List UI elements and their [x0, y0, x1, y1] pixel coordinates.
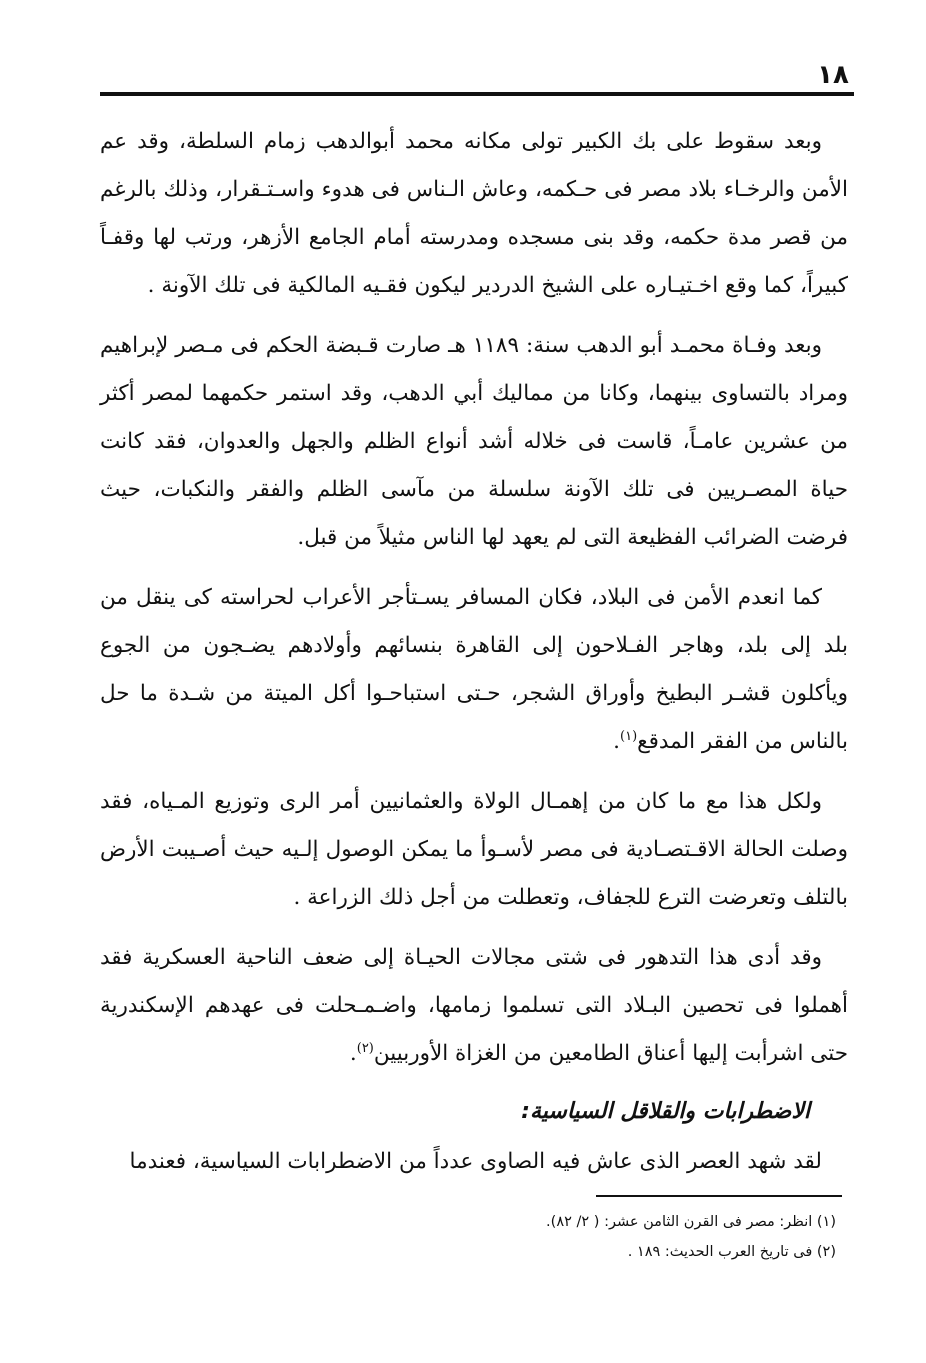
body-text: [100, 118, 848, 1198]
paragraph-5-text: وقد أدى هذا التدهور فى شتى مجالات الحيـاة إلى ضعف الناحية العسكرية فقد أهملوا فى تحصين البـلاد التى تسلموا زمامها، واضـمـحلت فى عهدهم الإسكندرية حتى اشرأبت إليها أعناق الطامعين من الغزاة الأوربيين: [100, 945, 848, 1066]
footnotes: [300, 1207, 836, 1267]
footnote-rule: [596, 1195, 842, 1197]
paragraph-4-text: ولكل هذا مع ما كان من إهمـال الولاة والعثمانيين أمر الرى وتوزيع المـياه، فقد وصلت الحالة الاقـتصـادية فى مصر لأسـوأ ما يمكن الوصول إلـيه حيث أصـيبت الأرض بالتلف وتعرضت الترع للجفاف، وتعطلت من أجل ذلك الزراعة .: [100, 789, 848, 910]
paragraph-2: [100, 322, 848, 562]
page-number: ١٨: [817, 60, 849, 90]
paragraph-1: [100, 118, 848, 310]
footnote-1: (١) انظر: مصر فى القرن الثامن عشر: ( ٢/ ٨٢).: [546, 1214, 836, 1230]
section-first-line: [100, 1138, 848, 1186]
footnote-2: (٢) فى تاريخ العرب الحديث: ١٨٩ .: [627, 1244, 836, 1260]
paragraph-5: [100, 934, 848, 1078]
footnote-ref-1[interactable]: (١): [620, 728, 638, 744]
paragraph-1-text: وبعد سقوط على بك الكبير تولى مكانه محمد أبوالدهب زمام السلطة، وقد عم الأمن والرخـاء بلاد مصر فى حـكمه، وعاش الـناس فى هدوء واسـتـقرار، وذلك بالرغم من قصر مدة حكمه، وقد بنى مسجده ومدرسته أمام الجامع الأزهر، ورتب لها وقفـاً كبيراً، كما وقع اخـتيـاره على الشيخ الدردير ليكون فقـيه المالكية فى تلك الآونة .: [100, 129, 848, 298]
section-first-line-text: لقد شهد العصر الذى عاش فيه الصاوى عدداً من الاضطرابات السياسية، فعندما: [129, 1149, 822, 1174]
paragraph-3-text: كما انعدم الأمن فى البلاد، فكان المسافر يسـتأجر الأعراب لحراسته كى ينقل من بلد إلى بلد، وهاجر الفـلاحون إلى القاهرة بنسائهم وأولادهم يضـجون من الجوع ويأكلون قشـر البطيخ وأوراق الشجر، حـتى استباحـوا أكل الميتة من شـدة ما حل بالناس من الفقر المدقع: [100, 585, 848, 754]
paragraph-4: [100, 778, 848, 922]
paragraph-3: [100, 574, 848, 766]
header-rule: [100, 92, 854, 96]
paragraph-5-period: .: [349, 1041, 357, 1066]
paragraph-3-period: .: [613, 729, 620, 754]
paragraph-2-text: وبعد وفـاة محمـد أبو الدهب سنة: ١١٨٩ هـ صارت قـبضة الحكم فى مـصر لإبراهيم ومراد بالتساوى بينهما، وكانا من مماليك أبي الدهب، وقد استمر حكمهما لمصر أكثر من عشرين عامـاً، قاست فى خلاله أشد أنواع الظلم والجهل والعدوان، فقد كانت حياة المصـريين فى تلك الآونة سلسلة من مآسى الظلم والفقر والنكبات، حيث فرضت الضرائب الفظيعة التى لم يعهد لها الناس مثيلاً من قبل.: [100, 333, 848, 550]
section-heading: الاضطرابات والقلاقل السياسية:: [521, 1099, 810, 1124]
footnote-ref-2[interactable]: (٢): [356, 1040, 374, 1056]
